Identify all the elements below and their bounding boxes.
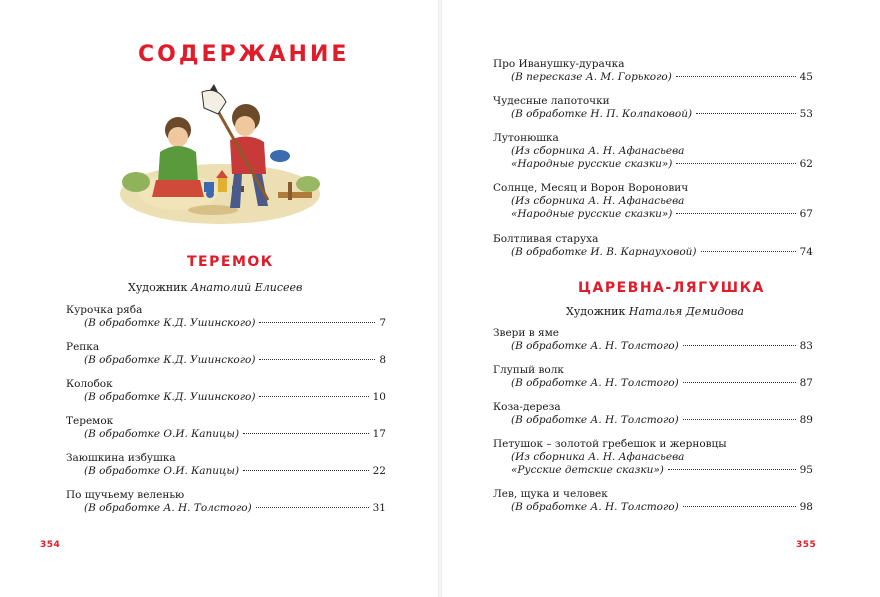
leader-dots — [259, 396, 368, 397]
toc-entry[interactable] — [493, 95, 813, 121]
page-number-left: 354 — [40, 540, 61, 550]
entry-title: Глупый волк — [493, 364, 564, 376]
contents-title: СОДЕРЖАНИЕ — [138, 42, 350, 67]
leader-dots — [259, 322, 375, 323]
entry-title: Заюшкина избушка — [66, 452, 176, 464]
entry-title: Лутонюшка — [493, 132, 559, 144]
entry-source-line: (Из сборника А. Н. Афанасьева — [511, 195, 685, 207]
entry-source: (В обработке А. Н. Толстого) — [511, 501, 679, 513]
entry-title: Чудесные лапоточки — [493, 95, 610, 107]
entry-title: Теремок — [66, 415, 114, 427]
artist-label: Художник — [566, 305, 626, 318]
entry-title: Про Иванушку-дурачка — [493, 58, 625, 70]
toc-entry[interactable] — [66, 304, 386, 330]
entry-page-number: 67 — [799, 208, 813, 220]
leader-dots — [683, 345, 796, 346]
entry-source: «Народные русские сказки») — [511, 158, 673, 170]
entry-title: По щучьему веленью — [66, 489, 185, 501]
artist-credit — [566, 305, 744, 318]
toc-entry[interactable] — [66, 378, 386, 404]
entry-source: (В обработке К.Д. Ушинского) — [84, 391, 256, 403]
artist-name: Наталья Демидова — [628, 305, 744, 318]
entry-title: Репка — [66, 341, 100, 353]
toc-entry[interactable] — [493, 438, 813, 477]
entry-page-number: 87 — [799, 377, 813, 389]
entry-source: (В обработке А. Н. Толстого) — [511, 340, 679, 352]
entry-page-number: 31 — [372, 502, 386, 514]
artist-label: Художник — [128, 281, 188, 294]
entry-title: Лев, щука и человек — [493, 488, 608, 500]
toc-entry[interactable] — [493, 364, 813, 390]
entry-source: (В обработке А. Н. Толстого) — [84, 502, 252, 514]
toc-entry[interactable] — [66, 341, 386, 367]
children-playing-illustration — [118, 82, 323, 232]
toc-entry[interactable] — [493, 401, 813, 427]
leader-dots — [243, 470, 369, 471]
leader-dots — [243, 433, 369, 434]
toc-entry[interactable] — [66, 452, 386, 478]
entry-page-number: 45 — [799, 71, 813, 83]
entry-page-number: 89 — [799, 414, 813, 426]
entry-title: Колобок — [66, 378, 113, 390]
entry-title: Петушок – золотой гребешок и жерновцы — [493, 438, 727, 450]
entry-source: (В обработке И. В. Карнауховой) — [511, 246, 697, 258]
entry-source: (В обработке О.И. Капицы) — [84, 428, 240, 440]
entry-page-number: 17 — [372, 428, 386, 440]
entry-source: (В обработке Н. П. Колпаковой) — [511, 108, 693, 120]
page-number-right: 355 — [796, 540, 817, 550]
entry-source: (В обработке А. Н. Толстого) — [511, 414, 679, 426]
leader-dots — [259, 359, 375, 360]
entry-page-number: 95 — [799, 464, 813, 476]
entry-page-number: 62 — [799, 158, 813, 170]
entry-source: (В обработке К.Д. Ушинского) — [84, 354, 256, 366]
toc-entry[interactable] — [493, 132, 813, 171]
leader-dots — [668, 469, 796, 470]
entry-page-number: 83 — [799, 340, 813, 352]
entry-source: (В обработке К.Д. Ушинского) — [84, 317, 256, 329]
leader-dots — [701, 251, 796, 252]
entry-source: «Народные русские сказки») — [511, 208, 673, 220]
leader-dots — [683, 382, 796, 383]
entry-page-number: 53 — [799, 108, 813, 120]
entry-page-number: 22 — [372, 465, 386, 477]
entry-source-line: (Из сборника А. Н. Афанасьева — [511, 145, 685, 157]
toc-entry[interactable] — [66, 415, 386, 441]
entry-title: Болтливая старуха — [493, 233, 599, 245]
entry-source: (В пересказе А. М. Горького) — [511, 71, 672, 83]
leader-dots — [676, 163, 795, 164]
right-page — [440, 0, 880, 597]
entry-page-number: 7 — [379, 317, 386, 329]
toc-entry[interactable] — [493, 233, 813, 259]
toc-entry[interactable] — [493, 58, 813, 84]
toc-entry[interactable] — [493, 327, 813, 353]
entry-source: «Русские детские сказки») — [511, 464, 664, 476]
leader-dots — [256, 507, 369, 508]
toc-entry[interactable] — [493, 488, 813, 514]
entry-source: (В обработке О.И. Капицы) — [84, 465, 240, 477]
entry-title: Солнце, Месяц и Ворон Воронович — [493, 182, 689, 194]
entry-title: Звери в яме — [493, 327, 559, 339]
leader-dots — [683, 506, 796, 507]
leader-dots — [683, 419, 796, 420]
toc-entry[interactable] — [66, 489, 386, 515]
entry-source: (В обработке А. Н. Толстого) — [511, 377, 679, 389]
entry-page-number: 74 — [799, 246, 813, 258]
section-title-tsarevna: ЦАРЕВНА-ЛЯГУШКА — [578, 280, 765, 296]
entry-title: Курочка ряба — [66, 304, 143, 316]
leader-dots — [676, 213, 795, 214]
entry-title: Коза-дереза — [493, 401, 561, 413]
leader-dots — [676, 76, 796, 77]
artist-credit — [128, 281, 302, 294]
leader-dots — [696, 113, 796, 114]
entry-source-line: (Из сборника А. Н. Афанасьева — [511, 451, 685, 463]
toc-entry[interactable] — [493, 182, 813, 221]
section-title-teremok: ТЕРЕМОК — [187, 254, 274, 270]
entry-page-number: 10 — [372, 391, 386, 403]
entry-page-number: 98 — [799, 501, 813, 513]
artist-name: Анатолий Елисеев — [190, 281, 303, 294]
entry-page-number: 8 — [379, 354, 386, 366]
